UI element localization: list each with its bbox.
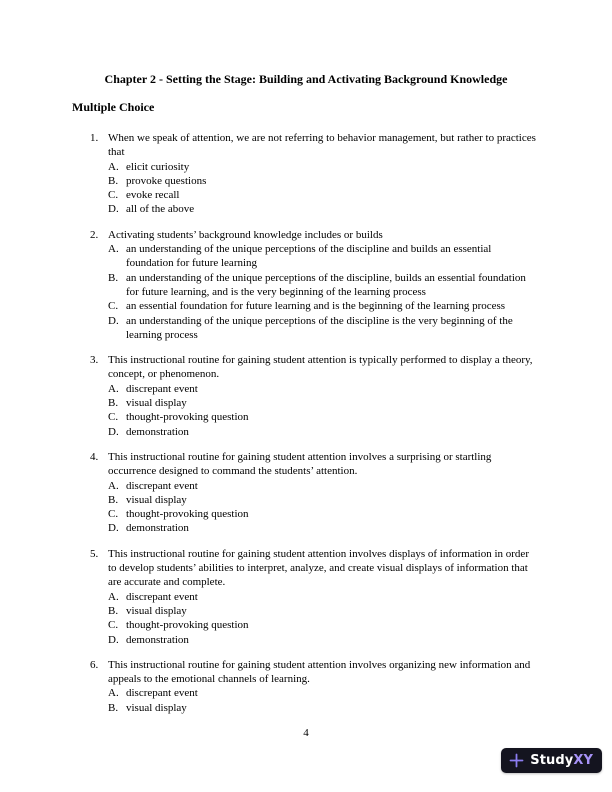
question-number: 4. [90,450,99,463]
option-item [108,521,540,535]
option-item [108,493,540,507]
option-text: an essential foundation for future learning and is the beginning of the learning process [126,300,506,313]
option-letter: B. [108,397,119,410]
option-text: discrepant event [126,590,198,603]
option-text: an understanding of the unique perceptions of the discipline and builds an essential foundation for future learning [126,243,492,270]
option-text: visual display [126,701,187,714]
option-letter: B. [108,174,119,187]
option-letter: C. [108,411,119,424]
option-letter: A. [108,590,119,603]
option-item [108,314,540,343]
option-item [108,382,540,396]
option-item [108,701,540,715]
option-letter: B. [108,604,119,617]
option-letter: A. [108,160,119,173]
option-item [108,618,540,632]
option-item [108,507,540,521]
option-letter: C. [108,619,119,632]
page-number: 4 [303,727,309,739]
question-item-5 [90,547,540,647]
option-text: all of the above [126,203,195,216]
option-letter: B. [108,493,119,506]
question-text: This instructional routine for gaining student attention involves displays of information in order to develop students’ abilities to interpret, analyze, and create visual displays of information that are accurate and complete. [108,547,529,589]
page-title: Chapter 2 - Setting the Stage: Building and Activating Background Knowledge [104,72,508,86]
option-letter: B. [108,271,119,284]
option-item [108,242,540,271]
option-item [108,174,540,188]
option-item [108,604,540,618]
option-letter: A. [108,687,119,700]
studyxy-logo-badge [501,748,602,773]
option-text: elicit curiosity [126,160,190,173]
option-item [108,686,540,700]
question-item-3 [90,353,540,439]
option-item [108,590,540,604]
question-item-1 [90,131,540,217]
option-letter: A. [108,382,119,395]
option-letter: D. [108,203,119,216]
question-text: This instructional routine for gaining student attention involves organizing new information and appeals to the emotional channels of learning. [108,658,531,686]
option-letter: D. [108,633,119,646]
option-letter: D. [108,425,119,438]
option-text: visual display [126,397,187,410]
plus-icon [509,753,524,768]
option-text: discrepant event [126,382,198,395]
question-number: 5. [90,547,99,560]
section-heading: Multiple Choice [72,100,155,114]
question-list [90,131,540,715]
question-text: Activating students’ background knowledge includes or builds [108,228,383,241]
option-item [108,202,540,216]
option-letter: C. [108,508,119,521]
question-number: 2. [90,228,99,241]
option-item [108,479,540,493]
option-text: thought-provoking question [126,619,249,632]
option-text: discrepant event [126,687,198,700]
option-text: evoke recall [126,189,180,202]
logo-text-study: Study [530,753,574,768]
option-letter: A. [108,479,119,492]
option-item [108,271,540,300]
option-item [108,425,540,439]
option-text: visual display [126,604,187,617]
question-item-4 [90,450,540,536]
option-text: thought-provoking question [126,411,249,424]
option-item [108,633,540,647]
option-letter: D. [108,314,119,327]
option-letter: D. [108,522,119,535]
question-text: When we speak of attention, we are not referring to behavior management, but rather to practices that [108,132,536,159]
option-text: an understanding of the unique perceptions of the discipline, builds an essential foundation for future learning, and is the very beginning of the learning process [126,271,526,298]
option-item [108,410,540,424]
option-item [108,160,540,174]
option-text: demonstration [126,522,189,535]
option-text: demonstration [126,633,189,646]
option-text: thought-provoking question [126,508,249,521]
logo-text-xy: XY [573,753,593,768]
option-item [108,188,540,202]
question-number: 3. [90,354,99,367]
option-text: provoke questions [126,174,207,187]
option-text: demonstration [126,425,189,438]
option-letter: C. [108,189,119,202]
option-letter: C. [108,300,119,313]
option-letter: A. [108,243,119,256]
question-number: 1. [90,132,99,144]
question-text: This instructional routine for gaining student attention involves a surprising or startling occurrence designed to command the students’ attention. [108,450,492,478]
question-item-6 [90,658,540,715]
question-text: This instructional routine for gaining student attention is typically performed to display a theory, concept, or phenomenon. [108,354,533,381]
option-item [108,396,540,410]
question-item-2 [90,228,540,342]
option-item [108,299,540,313]
question-number: 6. [90,658,99,671]
logo-text [530,753,593,768]
option-text: discrepant event [126,479,198,492]
option-text: visual display [126,493,187,506]
option-text: an understanding of the unique perceptions of the discipline is the very beginning of the learning process [126,314,513,341]
option-letter: B. [108,701,119,714]
